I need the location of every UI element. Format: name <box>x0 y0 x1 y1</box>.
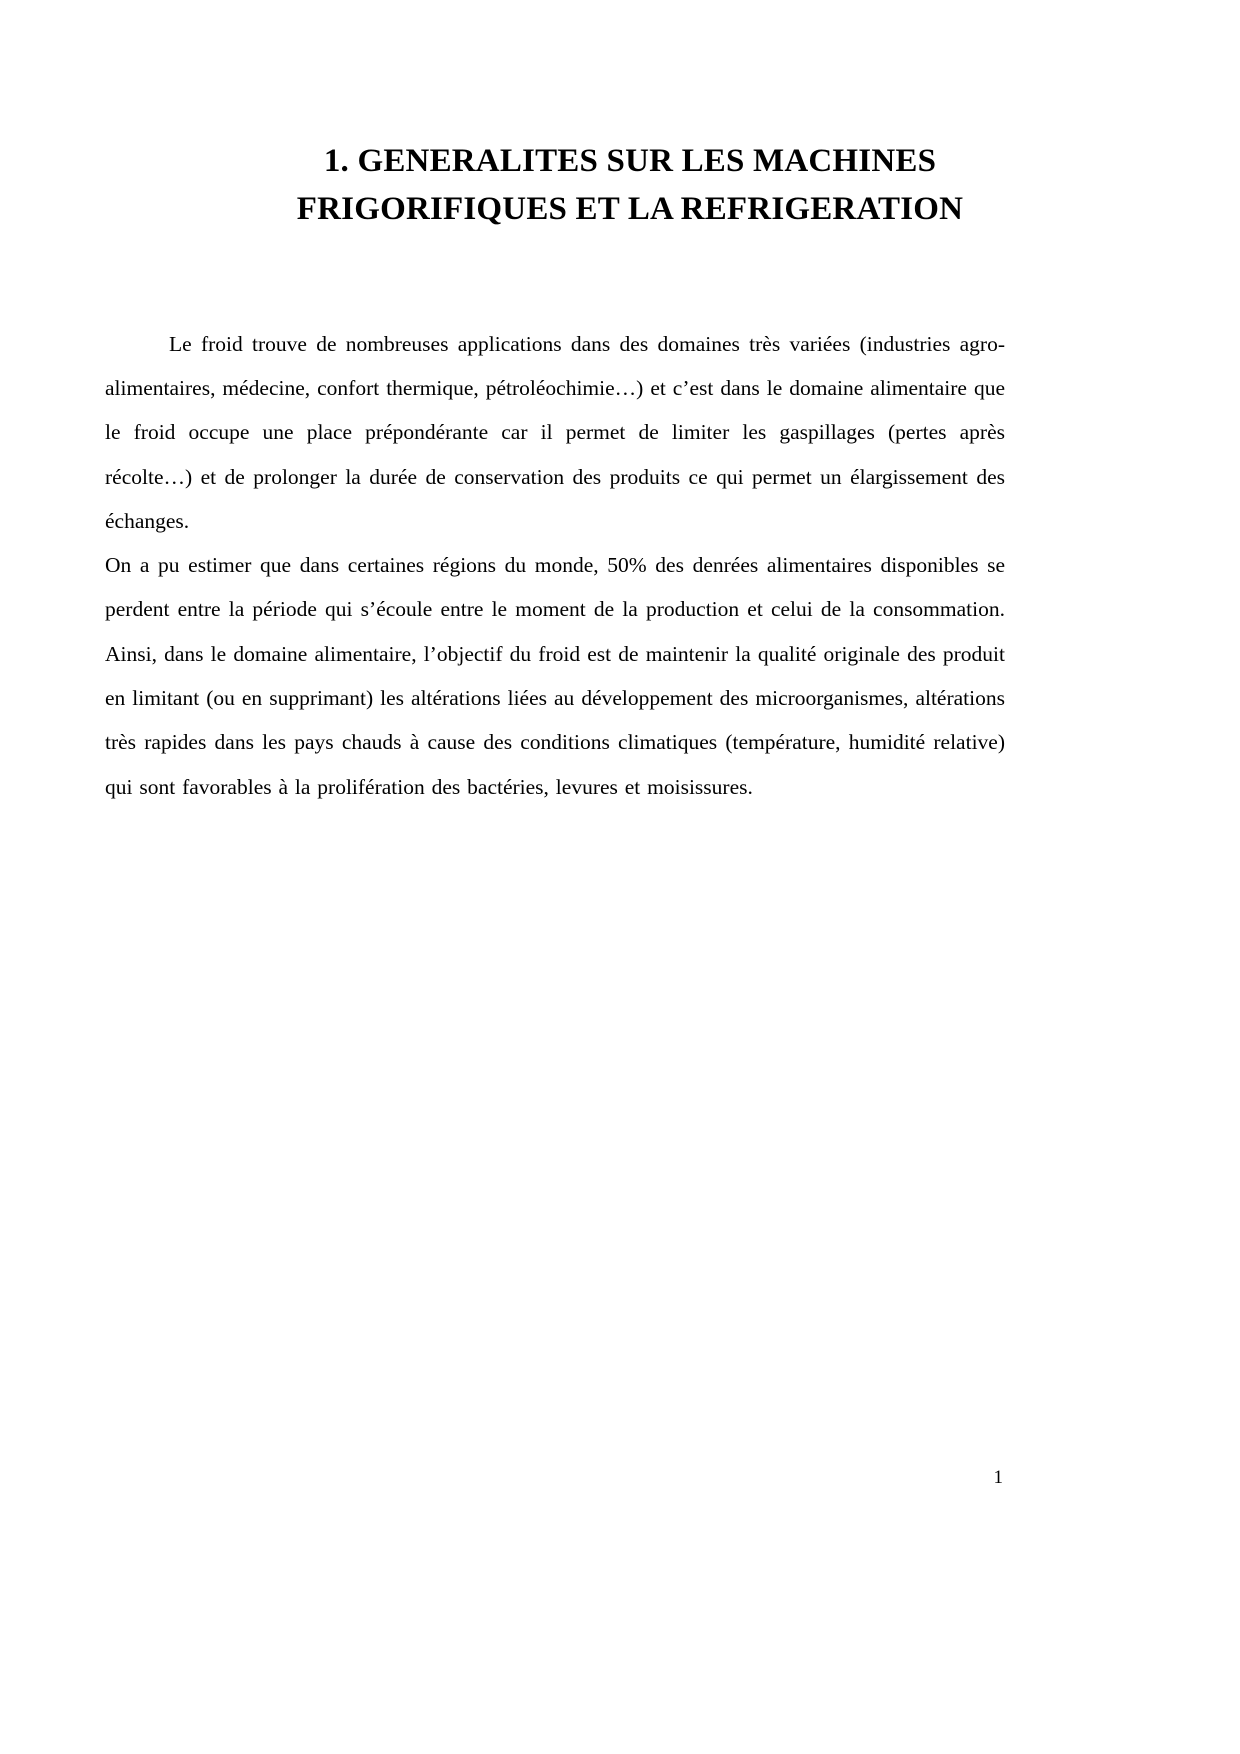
page-number: 1 <box>993 1467 1003 1488</box>
paragraph-2: On a pu estimer que dans certaines régions du monde, 50% des denrées alimentaires disponibles se perdent entre la période qui s’écoule entre le moment de la production et celui de la consommation. Ainsi, dans le domaine alimentaire, l’objectif du froid est de maintenir la qualité originale des produit en limitant (ou en supprimant) les altérations liées au développement des microorganismes, altérations très rapides dans les pays chauds à cause des conditions climatiques (température, humidité relative) qui sont favorables à la prolifération des bactéries, levures et moisissures. <box>105 553 1005 799</box>
paragraph-1: Le froid trouve de nombreuses applications dans des domaines très variées (industries agro-alimentaires, médecine, confort thermique, pétroléochimie…) et c’est dans le domaine alimentaire que le froid occupe une place prépondérante car il permet de limiter les gaspillages (pertes après récolte…) et de prolonger la durée de conservation des produits ce qui permet un élargissement des échanges. <box>105 331 1005 533</box>
title-line-1: 1. GENERALITES SUR LES MACHINES <box>323 143 937 179</box>
title-line-2: FRIGORIFIQUES ET LA REFRIGERATION <box>296 190 964 227</box>
document-body <box>105 322 1005 809</box>
document-title <box>0 0 1240 234</box>
